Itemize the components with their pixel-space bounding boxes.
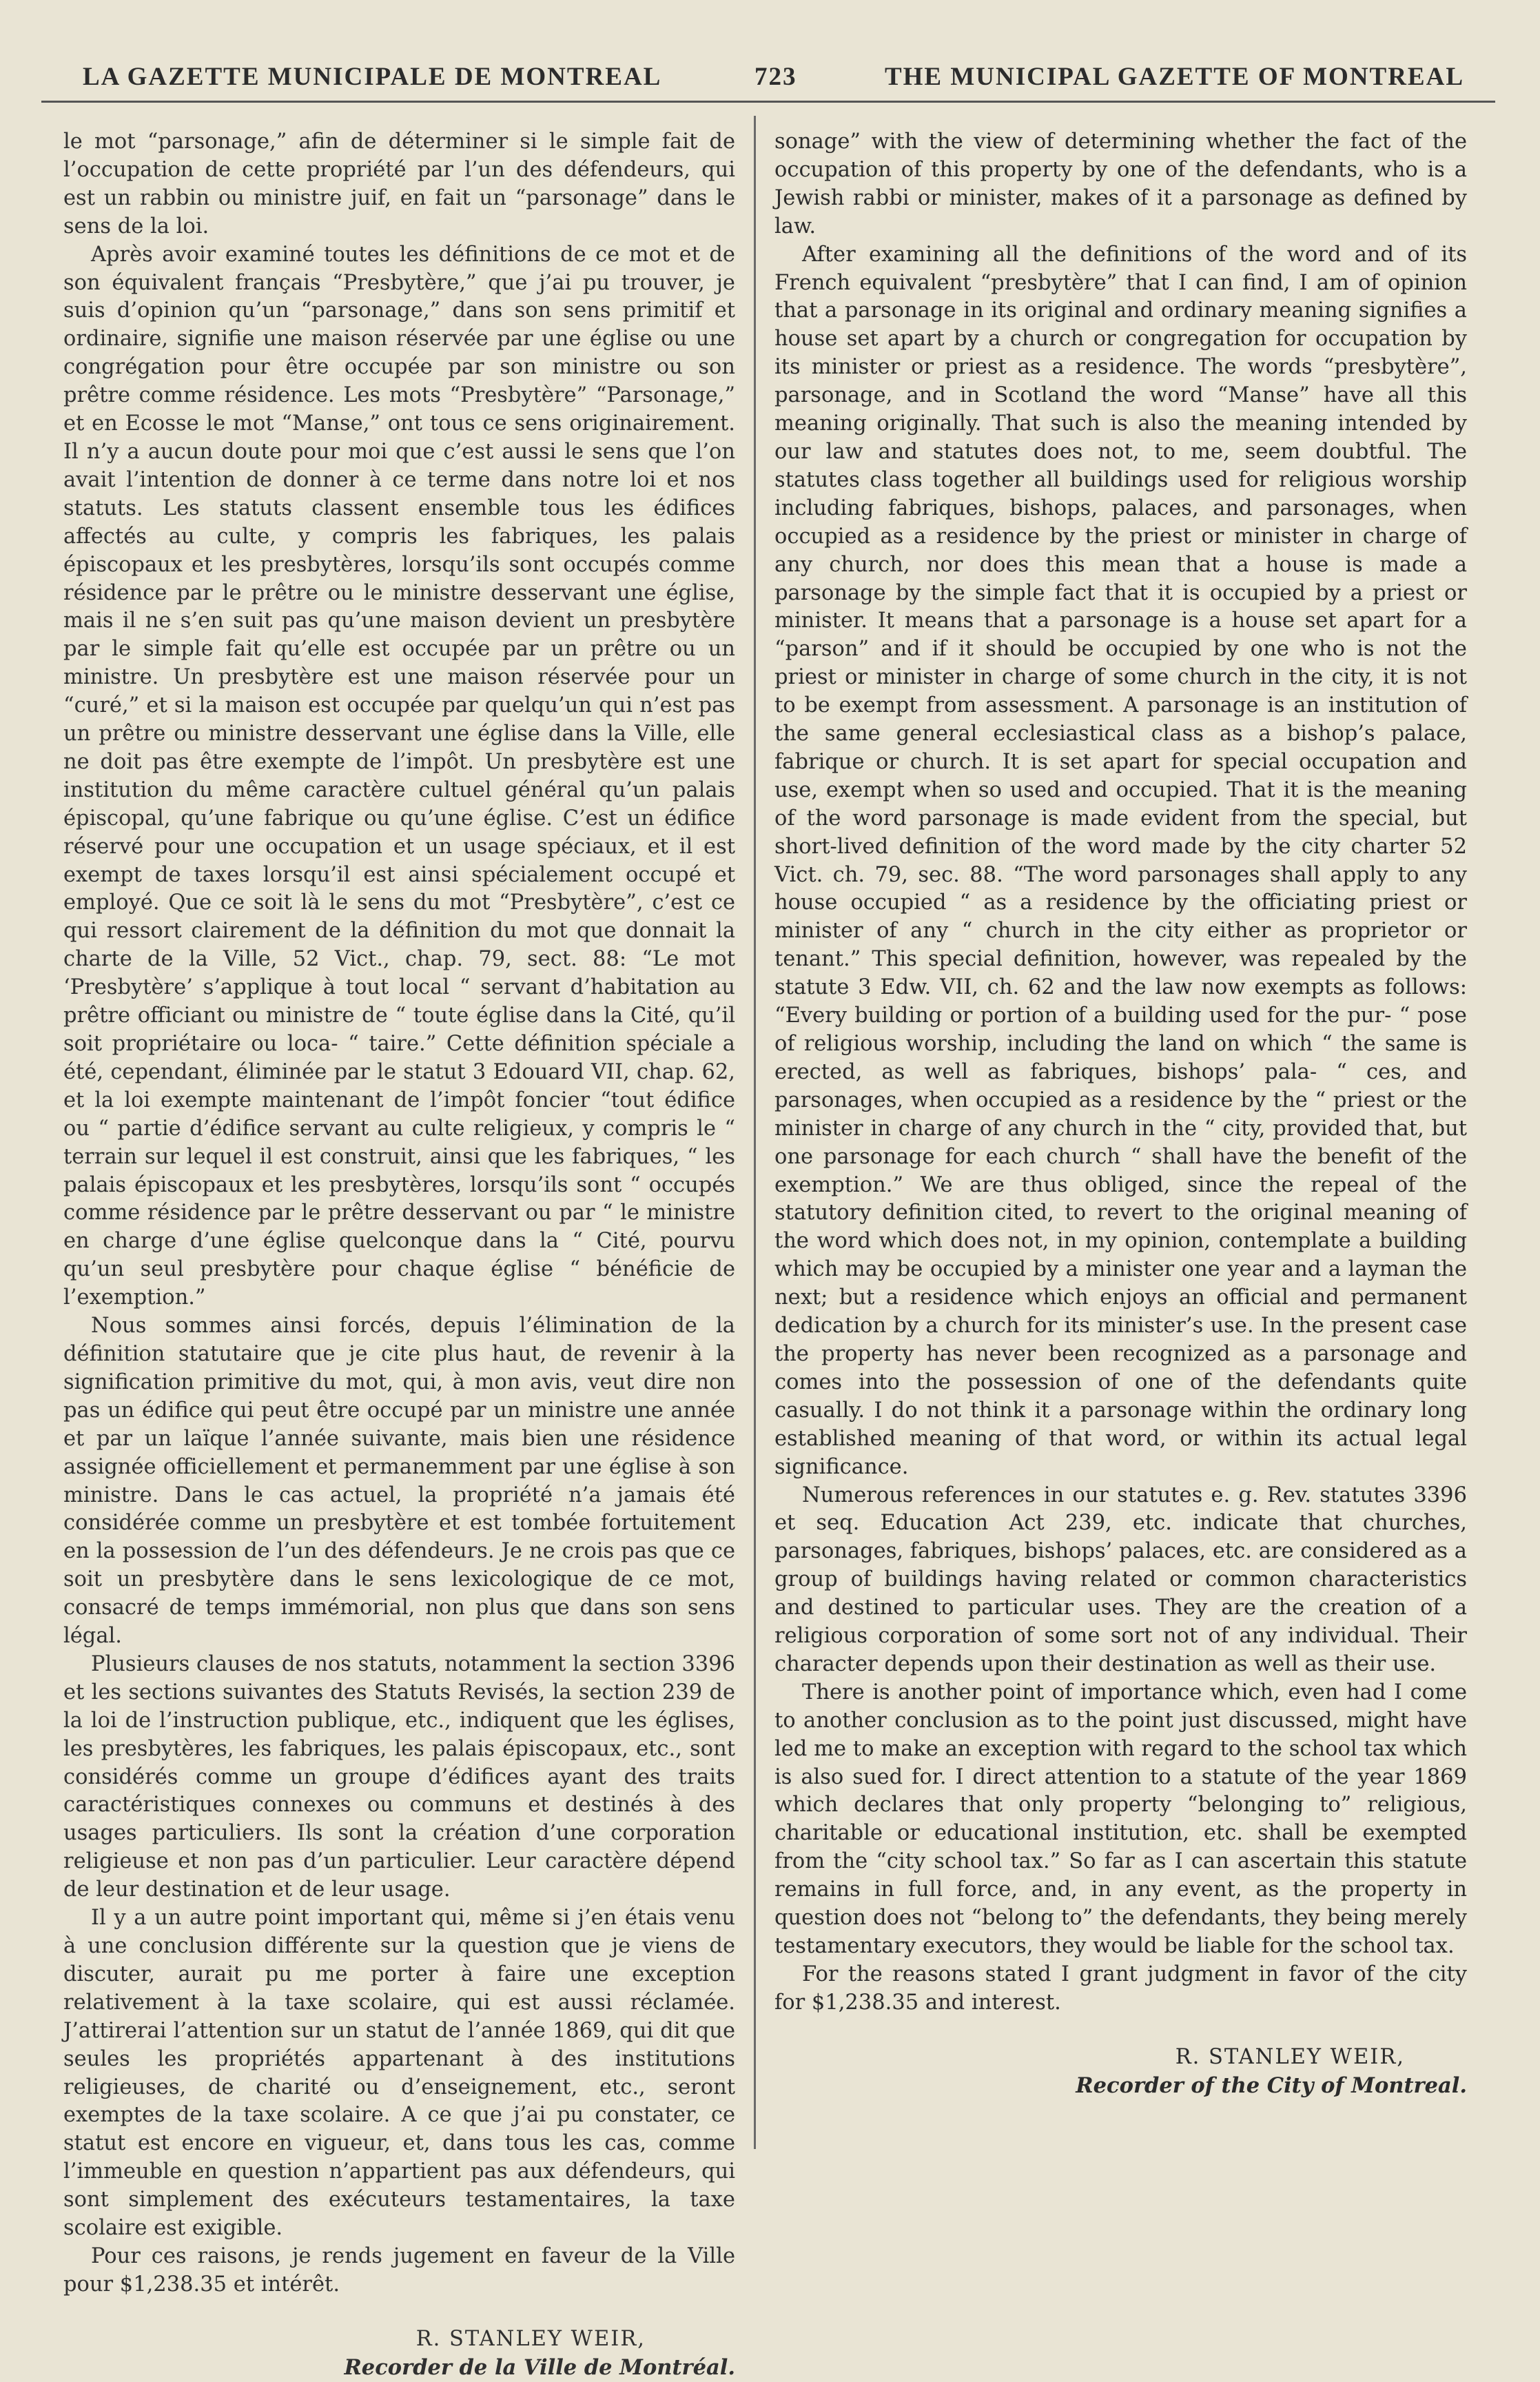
english-column xyxy=(774,128,1467,2100)
signature-title: Recorder de la Ville de Montréal. xyxy=(344,2354,735,2380)
french-paragraph: Plusieurs clauses de nos statuts, notamment la section 3396 et les sections suivantes des Statuts Revisés, la section 239 de la loi de l’instruction publique, etc., indiquent que les églises, les presbytères, les fabriques, les palais épiscopaux, etc., sont considérés comme un groupe d’édifices ayant des traits caractéristiques connexes ou communs et destinés à des usages particuliers. Ils sont la création d’une corporation religieuse et non pas d’un particulier. Leur caractère dépend de leur destination et de leur usage. xyxy=(63,1651,735,1902)
french-paragraph: Après avoir examiné toutes les définitions de ce mot et de son équivalent français “Presbytère,” que j’ai pu trouver, je suis d’opinion qu’un “parsonage,” dans son sens primitif et ordinaire, signifie une maison réservée par une église ou une congrégation pour être occupée par son ministre ou son prêtre comme résidence. Les mots “Presbytère” “Parsonage,” et en Ecosse le mot “Manse,” ont tous ce sens originairement. Il n’y a aucun doute pour moi que c’est aussi le sens que l’on avait l’intention de donner à ce terme dans notre loi et nos statuts. Les statuts classent ensemble tous les édifices affectés au culte, y compris les fabriques, les palais épiscopaux et les presbytères, lorsqu’ils sont occupés comme résidence par le prêtre ou le ministre desservant une église, mais il ne s’en suit pas qu’une maison devient un presbytère par le simple fait qu’elle est occupée par un prêtre ou un ministre. Un presbytère est une maison réservée pour un “curé,” et si la maison est occupée par quelqu’un qui n’est pas un prêtre ou ministre desservant une église dans la Ville, elle ne doit pas être exempte de l’impôt. Un presbytère est une institution du même caractère cultuel général qu’un palais épiscopal, qu’une fabrique ou qu’une église. C’est un édifice réservé pour une occupation et un usage spéciaux, et il est exempt de taxes lorsqu’il est ainsi spécialement occupé et employé. Que ce soit là le sens du mot “Presbytère”, c’est ce qui ressort clairement de la définition du mot que donnait la charte de la Ville, 52 Vict., chap. 79, sect. 88: “Le mot ‘Presbytère’ s’applique à tout local “ servant d’habitation au prêtre officiant ou ministre de “ toute église dans la Cité, qu’il soit propriétaire ou loca- “ taire.” Cette définition spéciale a été, cependant, éliminée par le statut 3 Edouard VII, chap. 62, et la loi exempte maintenant de l’impôt foncier “tout édifice ou “ partie d’édifice servant au culte religieux, y compris le “ terrain sur lequel il est construit, ainsi que les fabriques, “ les palais épiscopaux et les presbytères, lorsqu’ils sont “ occupés comme résidence par le prêtre desservant ou par “ le ministre en charge d’une église quelconque dans la “ Cité, pourvu qu’un seul presbytère pour chaque église “ bénéficie de l’exemption.” xyxy=(63,242,735,1310)
english-paragraph: Numerous references in our statutes e. g. Rev. statutes 3396 et seq. Education Act 239, etc. indicate that churches, parsonages, fabriques, bishops’ palaces, etc. are considered as a group of buildings having related or common characteristics and destined to particular uses. They are the creation of a religious corporation of some sort not of any individual. Their character depends upon their destination as well as their use. xyxy=(774,1483,1467,1676)
french-paragraph: Nous sommes ainsi forcés, depuis l’élimination de la définition statutaire que je cite plus haut, de revenir à la signification primitive du mot, qui, à mon avis, veut dire non pas un édifice qui peut être occupé par un ministre une année et par un laïque l’année suivante, mais bien une résidence assignée officiellement et permanemment par une église à son ministre. Dans le cas actuel, la propriété n’a jamais été considérée comme un presbytère et est tombée fortuitement en la possession de l’un des défendeurs. Je ne crois pas que ce soit un presbytère dans le sens lexicologique de ce mot, consacré de temps immémorial, non plus que dans son sens légal. xyxy=(63,1314,735,1649)
signature-name: R. STANLEY WEIR, xyxy=(415,2326,646,2351)
french-paragraph: Pour ces raisons, je rends jugement en faveur de la Ville pour $1,238.35 et intérêt. xyxy=(63,2243,735,2297)
french-column xyxy=(63,128,735,2382)
signature-title: Recorder of the City of Montreal. xyxy=(1076,2073,1467,2098)
english-signature xyxy=(774,2044,1467,2100)
english-paragraph: There is another point of importance which, even had I come to another conclusion as to the point just discussed, might have led me to make an exception with regard to the school tax which is also sued for. I direct attention to a statute of the year 1869 which declares that only property “belonging to” religious, charitable or educational institution, etc. shall be exempted from the “city school tax.” So far as I can ascertain this statute remains in full force, and, in any event, as the property in question does not “belong to” the defendants, they being merely testamentary executors, they would be liable for the school tax. xyxy=(774,1680,1467,1958)
page-number: 723 xyxy=(754,63,797,91)
english-paragraph: After examining all the definitions of the word and of its French equivalent “presbytère” that I can find, I am of opinion that a parsonage in its original and ordinary meaning signifies a house set apart by a church or congregation for occupation by its minister or priest as a residence. The words “presbytère”, parsonage, and in Scotland the word “Manse” have all this meaning originally. That such is also the meaning intended by our law and statutes does not, to me, seem doubtful. The statutes class together all buildings used for religious worship including fabriques, bishops, palaces, and parsonages, when occupied as a residence by the priest or minister in charge of any church, nor does this mean that a house is made a parsonage by the simple fact that it is occupied by a priest or minister. It means that a parsonage is a house set apart for a “parson” and if it should be occupied by one who is not the priest or minister in charge of some church in the city, it is not to be exempt from assessment. A parsonage is an institution of the same general ecclesiastical class as a bishop’s palace, fabrique or church. It is set apart for special occupation and use, exempt when so used and occupied. That it is the meaning of the word parsonage is made evident from the special, but short-lived definition of the word made by the city charter 52 Vict. ch. 79, sec. 88. “The word parsonages shall apply to any house occupied “ as a residence by the officiating priest or minister of any “ church in the city either as proprietor or tenant.” This special definition, however, was repealed by the statute 3 Edw. VII, ch. 62 and the law now exempts as follows: “Every building or portion of a building used for the pur- “ pose of religious worship, including the land on which “ the same is erected, as well as fabriques, bishops’ pala- “ ces, and parsonages, when occupied as a residence by the “ priest or the minister in charge of any church in the “ city, provided that, but one parsonage for each church “ shall have the benefit of the exemption.” We are thus obliged, since the repeal of the statutory definition cited, to revert to the original meaning of the word which does not, in my opinion, contemplate a building which may be occupied by a minister one year and a layman the next; but a residence which enjoys an official and permanent dedication by a church for its minister’s use. In the present case the property has never been recognized as a parsonage and comes into the possession of one of the defendants quite casually. I do not think it a parsonage within the ordinary long established meaning of that word, or within its actual legal significance. xyxy=(774,242,1467,1479)
column-divider xyxy=(754,116,756,2149)
french-paragraph: Il y a un autre point important qui, même si j’en étais venu à une conclusion différente sur la question que je viens de discuter, aurait pu me porter à faire une exception relativement à la taxe scolaire, qui est aussi réclamée. J’attirerai l’attention sur un statut de l’année 1869, qui dit que seules les propriétés appartenant à des institutions religieuses, de charité ou d’enseignement, etc., seront exemptes de la taxe scolaire. A ce que j’ai pu constater, ce statut est encore en vigueur, et, dans tous les cas, comme l’immeuble en question n’appartient pas aux défendeurs, qui sont simplement des exécuteurs testamentaires, la taxe scolaire est exigible. xyxy=(63,1906,735,2241)
signature-name: R. STANLEY WEIR, xyxy=(1175,2044,1405,2069)
page-header xyxy=(76,57,1464,98)
french-signature xyxy=(63,2325,735,2382)
header-rule xyxy=(41,101,1495,103)
header-french-title: LA GAZETTE MUNICIPALE DE MONTREAL xyxy=(83,63,662,91)
english-paragraph: For the reasons stated I grant judgment in favor of the city for $1,238.35 and interest. xyxy=(774,1962,1467,2015)
english-paragraph: sonage” with the view of determining whether the fact of the occupation of this property by one of the defendants, who is a Jewish rabbi or minister, makes of it a parsonage as defined by law. xyxy=(774,130,1467,238)
french-paragraph: le mot “parsonage,” afin de déterminer si le simple fait de l’occupation de cette propriété par l’un des défendeurs, qui est un rabbin ou ministre juif, en fait un “parsonage” dans le sens de la loi. xyxy=(63,130,735,238)
header-english-title: THE MUNICIPAL GAZETTE OF MONTREAL xyxy=(884,63,1464,91)
